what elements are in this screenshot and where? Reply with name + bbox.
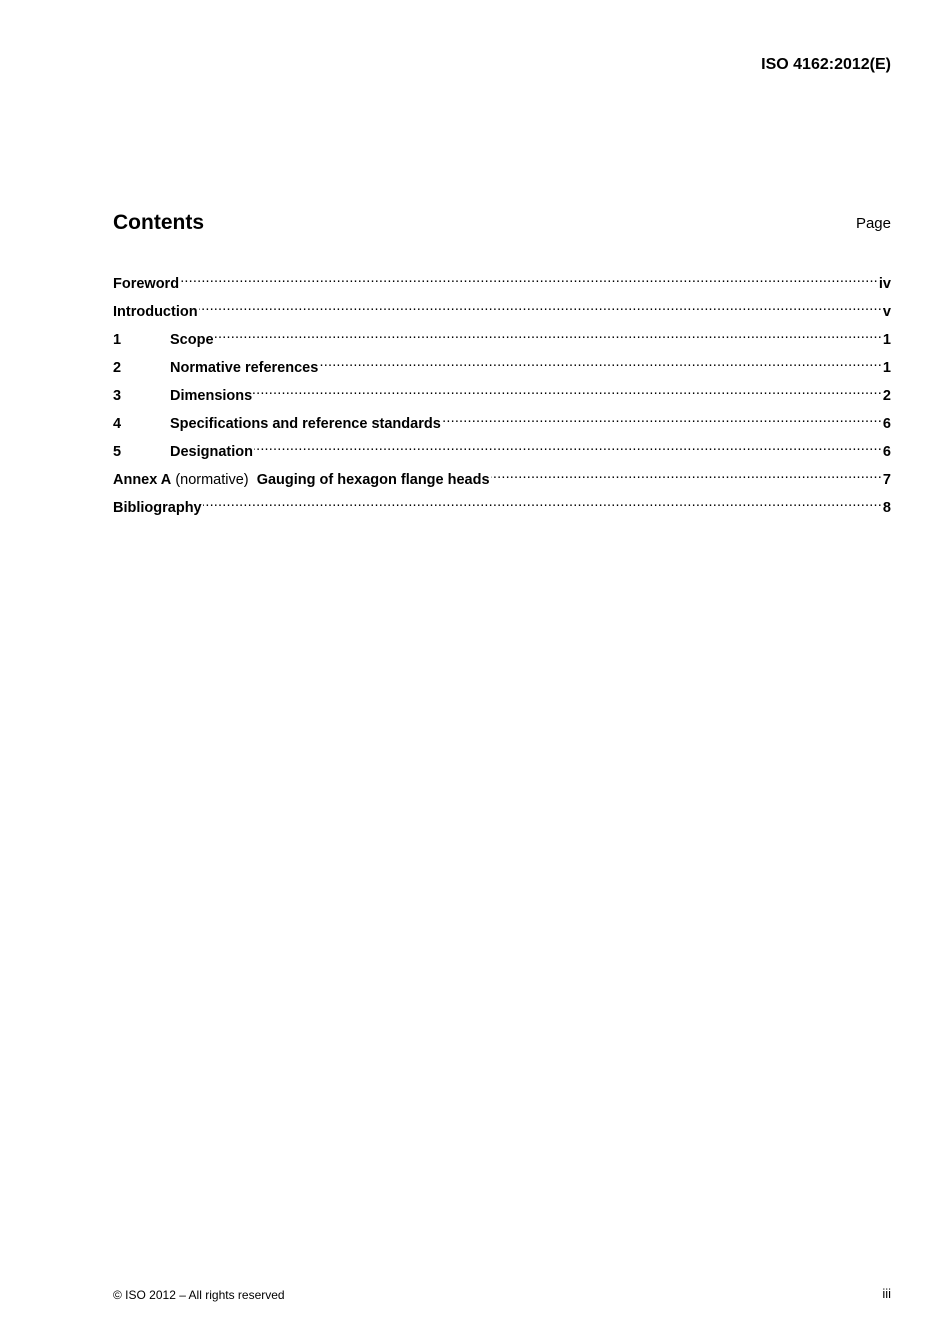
toc-leader-dots	[203, 492, 882, 512]
toc-leader-dots	[215, 324, 882, 344]
page-number: iii	[882, 1286, 891, 1301]
toc-entry-scope[interactable]	[113, 324, 891, 352]
copyright-notice: © ISO 2012 – All rights reserved	[113, 1288, 285, 1302]
toc-entry-number: 5	[113, 444, 122, 460]
toc-leader-dots	[180, 268, 878, 288]
document-reference: ISO 4162:2012(E)	[761, 56, 891, 73]
toc-entry-page: 1	[882, 360, 891, 376]
annex-qualifier: (normative)	[175, 472, 249, 488]
toc-leader-dots	[199, 296, 882, 316]
toc-leader-dots	[254, 436, 882, 456]
toc-entry-page: 1	[882, 332, 891, 348]
toc-entry-number: 4	[113, 416, 122, 432]
toc-entry-normative-references[interactable]	[113, 352, 891, 380]
toc-entry-title: Scope	[170, 332, 214, 348]
toc-entry-page: 7	[882, 472, 891, 488]
toc-entry-number: 3	[113, 388, 122, 404]
toc-entry-specifications[interactable]	[113, 408, 891, 436]
toc-entry-introduction[interactable]	[113, 296, 891, 324]
annex-label: Annex A	[113, 472, 172, 488]
table-of-contents	[113, 268, 891, 520]
toc-entry-foreword[interactable]	[113, 268, 891, 296]
toc-entry-page: 2	[882, 388, 891, 404]
toc-entry-title	[113, 470, 490, 490]
contents-title: Contents	[113, 211, 204, 234]
annex-title: Gauging of hexagon flange heads	[256, 472, 490, 488]
toc-entry-designation[interactable]	[113, 436, 891, 464]
toc-entry-page: v	[882, 304, 891, 320]
toc-entry-page: 6	[882, 444, 891, 460]
toc-entry-bibliography[interactable]	[113, 492, 891, 520]
toc-leader-dots	[253, 380, 882, 400]
toc-entry-page: iv	[878, 276, 891, 292]
toc-entry-title: Dimensions	[170, 388, 253, 404]
toc-leader-dots	[491, 464, 882, 484]
toc-entry-number: 2	[113, 360, 122, 376]
toc-entry-page: 6	[882, 416, 891, 432]
toc-entry-annex-a[interactable]	[113, 464, 891, 492]
toc-entry-title: Designation	[170, 444, 253, 460]
toc-entry-number: 1	[113, 332, 122, 348]
toc-entry-title: Specifications and reference standards	[170, 416, 441, 432]
page-column-label: Page	[855, 215, 891, 232]
contents-header	[113, 209, 891, 237]
toc-leader-dots	[319, 352, 882, 372]
toc-entry-title: Normative references	[170, 360, 319, 376]
toc-entry-title: Introduction	[113, 304, 198, 320]
toc-entry-dimensions[interactable]	[113, 380, 891, 408]
toc-entry-title: Bibliography	[113, 500, 202, 516]
toc-entry-title: Foreword	[113, 276, 180, 292]
toc-leader-dots	[442, 408, 882, 428]
toc-entry-page: 8	[882, 500, 891, 516]
